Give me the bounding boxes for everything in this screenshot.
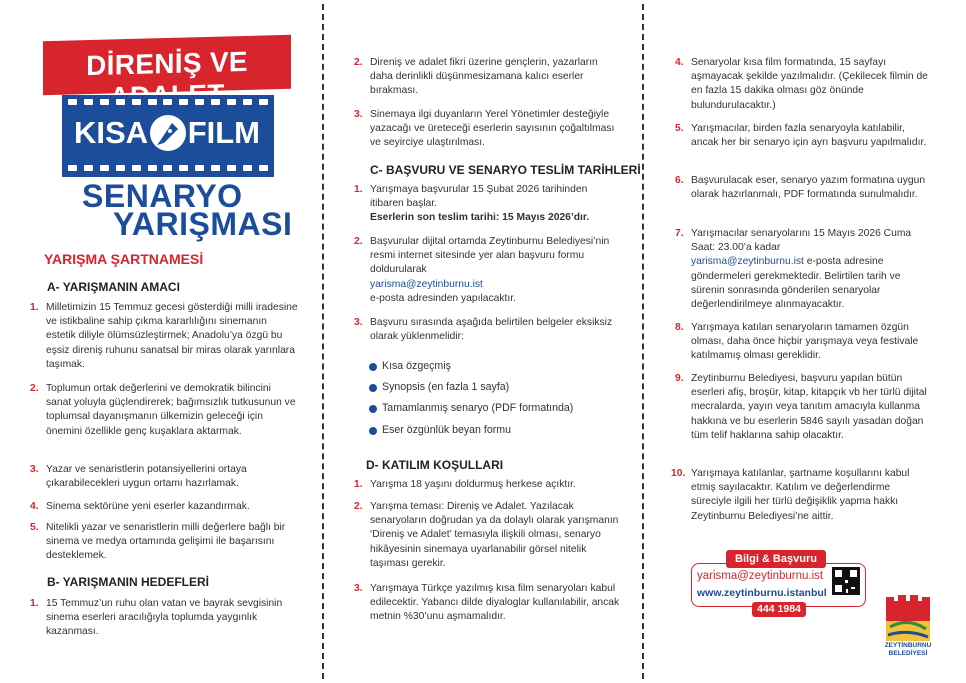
- section-d-item-1: 1. Yarışma 18 yaşını doldurmuş herkese açıktır.: [354, 479, 576, 490]
- section-b-title: B- YARIŞMANIN HEDEFLERİ: [47, 575, 210, 589]
- section-d-item-8: 8. Yarışmaya katılan senaryoların tamamen özgün olması, daha önce hiçbir yarışmaya veya festivale katılmamış olması gereklidir.: [675, 322, 919, 362]
- banner-text: DİRENİŞ VE: [86, 45, 248, 82]
- section-d-item-3: 3. Yarışmaya Türkçe yazılmış kısa film senaryoları kabul edilecektir. Yabancı dilde diyaloglar kullanılabilir, ancak metnin %30’unu aşmamalıdır.: [354, 583, 620, 623]
- section-c-title: C- BAŞVURU VE SENARYO TESLİM TARİHLERİ: [370, 163, 641, 177]
- title-banner: [43, 35, 291, 95]
- document-bullet-2: Synopsis (en fazla 1 sayfa): [382, 381, 510, 393]
- document-bullet-3: Tamamlanmış senaryo (PDF formatında): [382, 402, 574, 414]
- title-yarismasi: YARIŞMASI: [113, 206, 293, 242]
- qr-code-icon: [832, 567, 860, 595]
- fold-line-right: [642, 4, 644, 679]
- application-email-link[interactable]: yarisma@zeytinburnu.ist: [370, 278, 483, 290]
- section-a-title: A- YARIŞMANIN AMACI: [47, 280, 180, 294]
- document-bullet-1: Kısa özgeçmiş: [382, 360, 451, 372]
- contact-phone[interactable]: 444 1984: [752, 602, 806, 617]
- section-b-item-1: 1. 15 Temmuz’un ruhu olan vatan ve bayrak sevgisinin sinema eserleri aracılığıyla toplumda yaygınlık kazanması.: [30, 598, 283, 638]
- film-strip: [62, 95, 274, 177]
- document-bullet-4: Eser özgünlük beyan formu: [382, 424, 511, 436]
- section-a-item-3: 3. Yazar ve senaristlerin potansiyellerini ortaya çıkarabilecekleri uygun ortamı hazırlamak.: [30, 464, 247, 490]
- submission-email-link[interactable]: yarisma@zeytinburnu.ist: [691, 256, 804, 268]
- title-senaryo: SENARYO: [82, 178, 243, 214]
- municipality-logo-text: ZEYTİNBURNU BELEDİYESİ: [884, 642, 932, 657]
- fountain-pen-icon: [148, 113, 188, 153]
- contact-email-link[interactable]: yarisma@zeytinburnu.ist: [697, 570, 824, 582]
- section-a-item-5: 5. Nitelikli yazar ve senaristlerin milli değerlere bağlı bir sinema ve medya ortamında gelişimi ile başarısını desteklemek.: [30, 522, 286, 562]
- section-c-item-2: 2. Başvurular dijital ortamda Zeytinburnu Belediyesi’nin resmi internet sitesinde yer alan başvuru formu doldurularak yarisma@zeytinburnu.ist e-posta adresinden yapılacaktır.: [354, 236, 610, 304]
- section-d-item-2: 2. Yarışma teması: Direniş ve Adalet. Yazılacak senaryoların doğrudan ya da dolaylı olarak yarışmanın ‘Direniş ve Adalet’ temasıyla ilişkili olması, senaryo hikâyesinin sinemaya uyarlanabilir görsel nitelik taşıması gerekir.: [354, 501, 619, 569]
- title-film: FILM: [187, 115, 260, 150]
- section-a-item-1: 1. Milletimizin 15 Temmuz gecesi gösterdiği milli iradesine ve istikbaline sahip çıkma kararlılığını sinemanın estetik diliyle ölümsüzleştirmek; Anadolu’ya özgü bu eşsiz direniş ruhunu sanatsal bir miras olarak yarınlara taşımak.: [30, 302, 298, 370]
- film-holes-bottom: [68, 165, 268, 173]
- subtitle: YARIŞMA ŞARTNAMESİ: [44, 251, 204, 267]
- section-d-item-9: 9. Zeytinburnu Belediyesi, başvuru yapılan bütün eserleri afiş, broşür, kitap, kitapçık vb her türlü dijital mecralarda, yayın veya tanıtım amacıyla kullanma hakkına ve bu eserlerin 5846 sayılı yasadan doğan tüm telif haklarına sahip olacaktır.: [675, 373, 927, 441]
- section-a-item-4: 4. Sinema sektörüne yeni eserler kazandırmak.: [30, 501, 250, 512]
- film-holes-top: [68, 99, 268, 107]
- section-c-item-1: 1. Yarışmaya başvurular 15 Şubat 2026 tarihinden itibaren başlar. Eserlerin son teslim tarihi: 15 Mayıs 2026’dır.: [354, 184, 590, 224]
- contact-website-link[interactable]: www.zeytinburnu.istanbul: [697, 587, 827, 599]
- section-d-title: D- KATILIM KOŞULLARI: [366, 458, 504, 472]
- section-d-item-10: 10. Yarışmaya katılanlar, şartname koşullarını kabul etmiş sayılacaktır. Katılım ve değerlendirme süreciyle ilgili her türlü değişiklik yapma hakkı Zeytinburnu Belediyesi’ne aittir.: [671, 468, 910, 522]
- section-b-item-3: 3. Sinemaya ilgi duyanların Yerel Yönetimler desteğiyle yazacağı ve üreteceği eserlerin sayısının çoğaltılması ve seyirciye ulaştırılması.: [354, 109, 615, 149]
- section-d-item-6: 6. Başvurulacak eser, senaryo yazım formatına uygun olarak hazırlanmalı, PDF formatında sunulmalıdır.: [675, 175, 926, 201]
- section-a-item-2: 2. Toplumun ortak değerlerini ve demokratik bilincini sanat yoluyla güçlendirerek; bağımsızlık tutkusunun ve toplumsal dayanışmanın ülkemizin geleceği için önemini özellikle genç kuşaklara aktarmak.: [30, 383, 296, 437]
- fold-line-left: [322, 4, 324, 679]
- contact-title: Bilgi & Başvuru: [726, 550, 826, 568]
- title-kisa: KISA: [74, 115, 149, 150]
- section-d-item-5: 5. Yarışmacılar, birden fazla senaryoyla katılabilir, ancak her bir senaryo için ayrı başvuru yapılmalıdır.: [675, 123, 927, 149]
- section-d-item-4: 4. Senaryolar kısa film formatında, 15 sayfayı aşmayacak şekilde yazılmalıdır. (Çekilecek filmin de en fazla 15 dakika olması göz önünde bulundurulacaktır.): [675, 57, 928, 111]
- section-b-item-2: 2. Direniş ve adalet fikri üzerine gençlerin, yazarların daha derinlikli düşünmesizamana kalıcı eserler bırakması.: [354, 57, 598, 97]
- section-d-item-7: 7. Yarışmacılar senaryolarını 15 Mayıs 2026 Cuma Saat: 23.00’a kadar yarisma@zeytinburnu.ist e-posta adresine göndermeleri gerekmektedir. Belirtilen tarih ve sürenin sonrasında gönderilen senaryolar değerlendirilmeye alınmayacaktır.: [675, 228, 912, 311]
- section-c-item-3: 3. Başvuru sırasında aşağıda belirtilen belgeler eksiksiz olarak yüklenmelidir:: [354, 317, 613, 343]
